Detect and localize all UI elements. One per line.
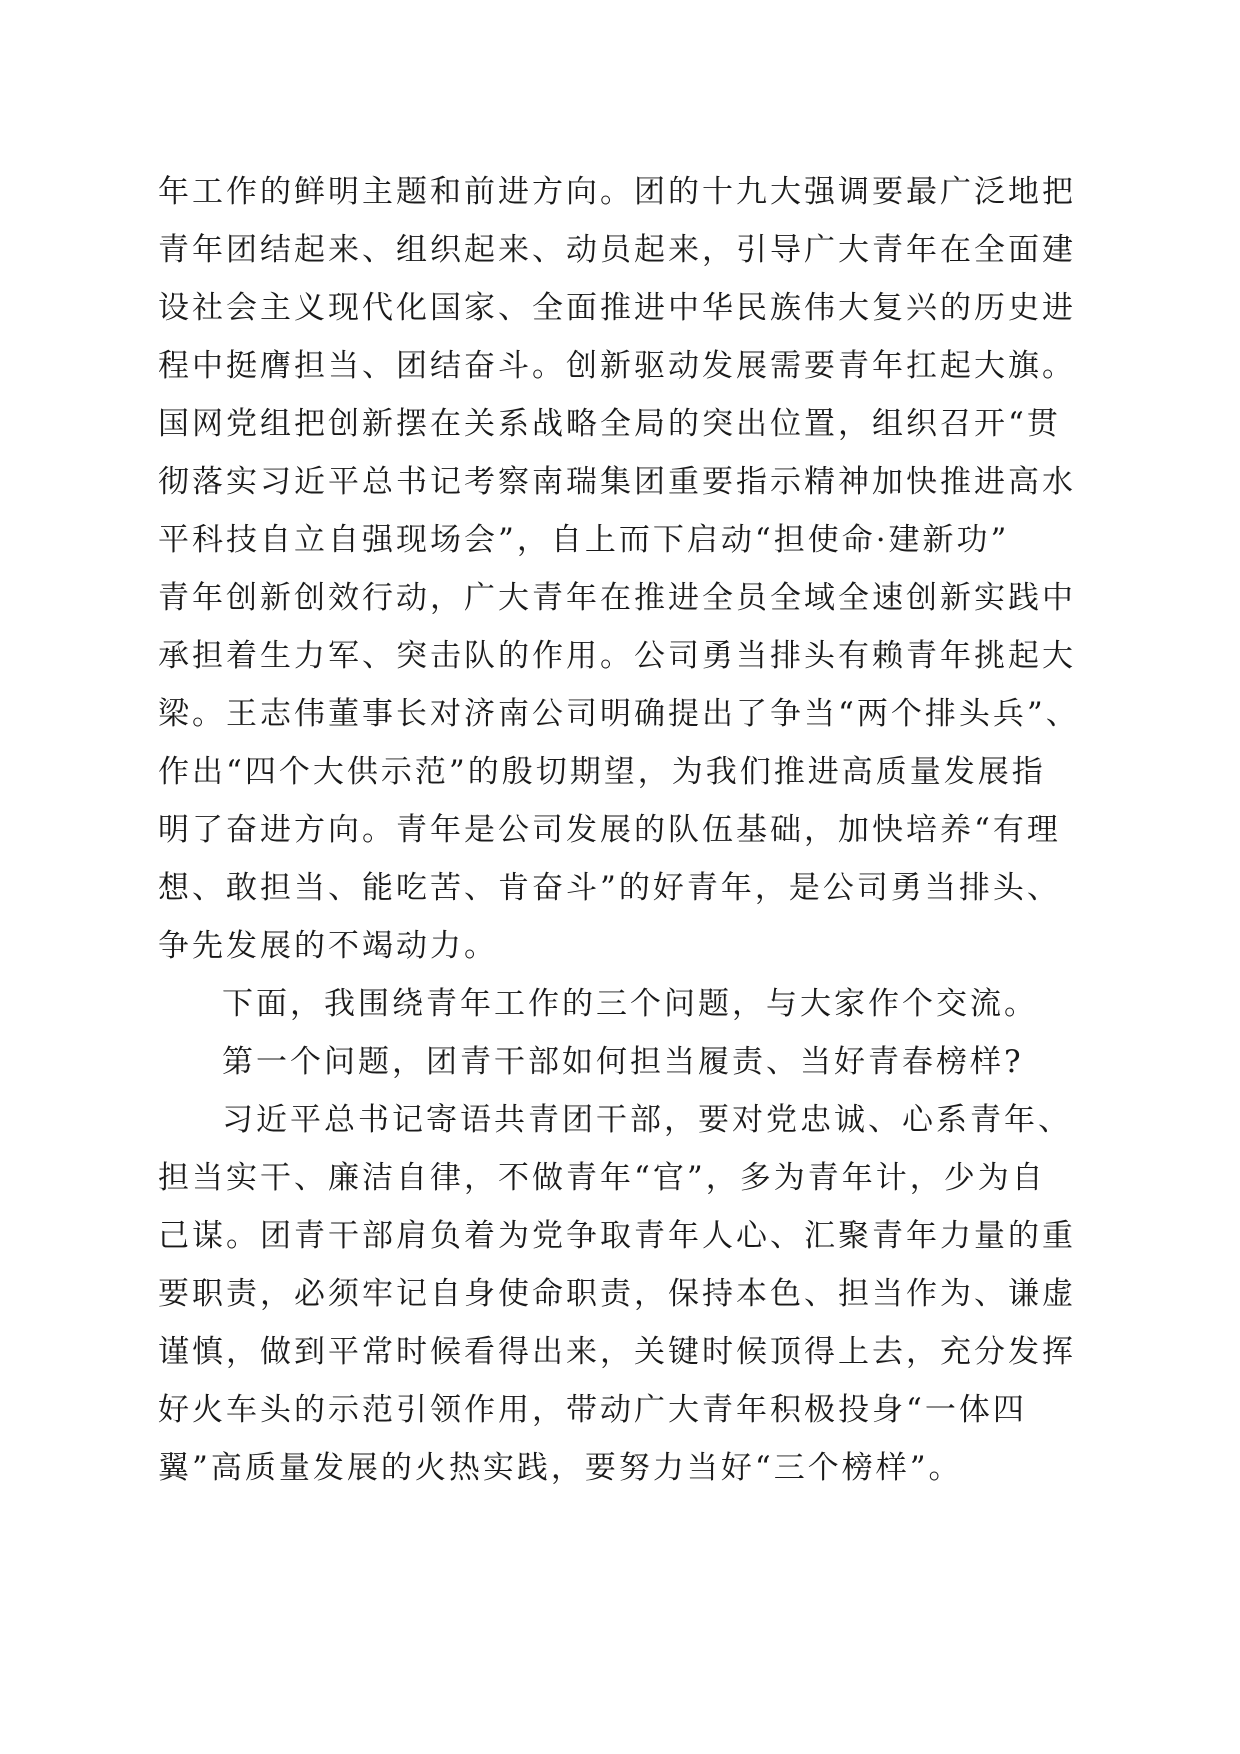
text-line: 谨慎，做到平常时候看得出来，关键时候顶得上去，充分发挥	[158, 1334, 1076, 1370]
text-line: 好火车头的示范引领作用，带动广大青年积极投身“一体四	[158, 1392, 1027, 1428]
paragraph-first-line: 下面，我围绕青年工作的三个问题，与大家作个交流。	[222, 986, 1038, 1022]
text-line: 彻落实习近平总书记考察南瑞集团重要指示精神加快推进高水	[158, 464, 1076, 500]
text-line: 翼”高质量发展的火热实践，要努力当好“三个榜样”。	[158, 1450, 963, 1486]
text-line: 青年创新创效行动，广大青年在推进全员全域全速创新实践中	[158, 580, 1076, 616]
text-line: 想、敢担当、能吃苦、肯奋斗”的好青年，是公司勇当排头、	[158, 870, 1061, 906]
text-line: 作出“四个大供示范”的殷切期望，为我们推进高质量发展指	[158, 754, 1046, 790]
text-line: 承担着生力军、突击队的作用。公司勇当排头有赖青年挑起大	[158, 638, 1076, 674]
text-line: 国网党组把创新摆在关系战略全局的突出位置，组织召开“贯	[158, 406, 1061, 442]
text-line: 程中挺膺担当、团结奋斗。创新驱动发展需要青年扛起大旗。	[158, 348, 1076, 384]
text-line: 青年团结起来、组织起来、动员起来，引导广大青年在全面建	[158, 232, 1076, 268]
text-line: 争先发展的不竭动力。	[158, 928, 498, 964]
text-line: 年工作的鲜明主题和前进方向。团的十九大强调要最广泛地把	[158, 174, 1076, 210]
text-line: 要职责，必须牢记自身使命职责，保持本色、担当作为、谦虚	[158, 1276, 1076, 1312]
text-line: 明了奋进方向。青年是公司发展的队伍基础，加快培养“有理	[158, 812, 1061, 848]
text-line: 己谋。团青干部肩负着为党争取青年人心、汇聚青年力量的重	[158, 1218, 1076, 1254]
text-line: 梁。王志伟董事长对济南公司明确提出了争当“两个排头兵”、	[158, 696, 1080, 732]
text-line: 设社会主义现代化国家、全面推进中华民族伟大复兴的历史进	[158, 290, 1076, 326]
section-heading: 第一个问题，团青干部如何担当履责、当好青春榜样?	[222, 1044, 1024, 1080]
text-line: 担当实干、廉洁自律，不做青年“官”，多为青年计，少为自	[158, 1160, 1046, 1196]
text-line: 平科技自立自强现场会”，自上而下启动“担使命·建新功”	[158, 522, 1010, 558]
paragraph-first-line: 习近平总书记寄语共青团干部，要对党忠诚、心系青年、	[222, 1102, 1072, 1138]
